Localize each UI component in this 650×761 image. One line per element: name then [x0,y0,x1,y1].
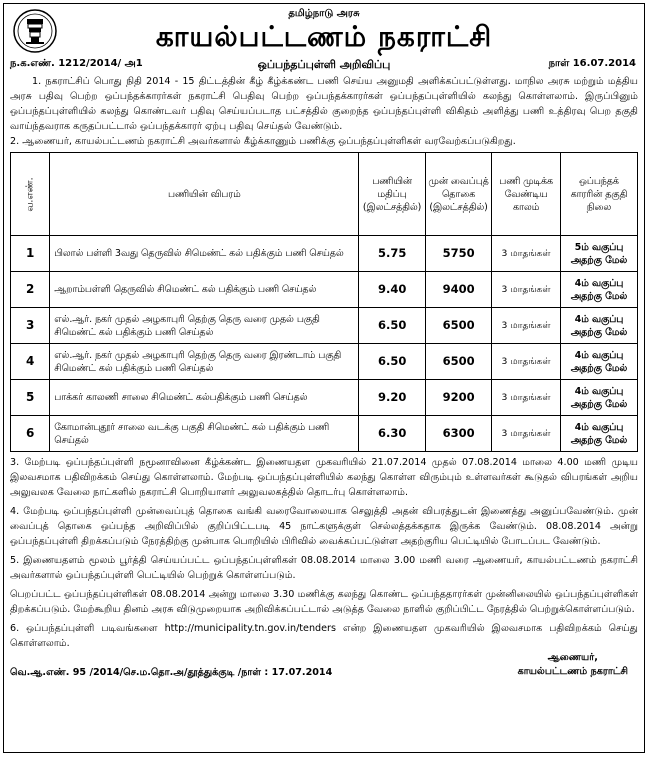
government-name: தமிழ்நாடு அரசு [288,8,360,19]
reference-number: ந.க.எண். 1212/2014/ அ1 [10,58,143,69]
row-qualification: 4ம் வகுப்பு அதற்கு மேல் [560,308,637,344]
notice-title: ஒப்பந்தப்புள்ளி அறிவிப்பு [257,58,391,71]
tender-notice [3,3,645,753]
row-sno: 2 [11,272,50,308]
signatory-title: ஆணையர், [547,652,598,663]
row-sno: 1 [11,236,50,272]
clause-6: 6. ஒப்பந்தப்புள்ளி படிவங்களை http://municipality.tn.gov.in/tenders என்ற இணையதள முகவரியில் இலவசமாக பதிவிறக்கம் செய்து கொள்ளலாம். [10,623,638,649]
table-row [11,380,638,416]
row-deposit: 6300 [425,416,491,452]
table-row [11,308,638,344]
clause-3: 3. மேற்படி ஒப்பந்தப்புள்ளி நமூனாவினை கீழ்க்கண்ட இணையதள முகவரியில் 21.07.2014 முதல் 07.08.2014 மாலை 4.00 மணி முடிய இலவசமாக பதிவிறக்கம் செய்து கொள்ளலாம். மேற்படி ஒப்பந்தப்புள்ளியில் கலந்து கொள்ள விரும்பும் உள்ளவர்கள் கூடுதல் விபரங்கள் அறிய அலுவலக வேலை நாட்களில் நகராட்சி பொறியாளர் அலுவலகத்தில் தொடர்பு கொள்ளலாம். [10,457,638,498]
row-period: 3 மாதங்கள் [492,236,561,272]
notice-header [10,8,638,58]
row-value: 6.30 [359,416,425,452]
table-row [11,344,638,380]
intro-paragraph-1: 1. நகராட்சிப் பொது நிதி 2014 - 15 திட்டத்தின் கீழ் கீழ்க்கண்ட பணி செய்ய அனுமதி அளிக்கப்பட்டுள்ளது. மாநில அரசு மற்றும் மத்திய அரசு பதிவு பெற்ற ஒப்பந்தக்காரர்கள் நகராட்சி பெதிவு பெற்ற ஒப்பந்தக்காரர்கள் ஒப்பந்தப்புள்ளியில் கலந்து கொள்ளலாம். இருப்பினும் ஒப்பந்தப்புள்ளியில் கலந்து கொண்டவர் பதிவு செய்யப்படாத பட்சத்தில் குறைந்த ஒப்பந்தப்புள்ளி விகிதம் அளித்து பணி உத்திரவு பெற தகுதி வாய்ந்தவராக கருதப்பட்டால் ஒப்பந்தக்காரர் ஏற்பு பதிவு செய்தல் வேண்டும். [10,76,638,132]
row-deposit: 9200 [425,380,491,416]
clause-4: 4. மேற்படி ஒப்பந்தப்புள்ளி முன்வைப்புத் தொகை வங்கி வரைவோலையாக செலுத்தி அதன் விபரத்துடன் இணைத்து அனுப்பவேண்டும். முன் வைப்புத் தொகை ஒப்பந்த அறிவிப்பில் குறிப்பிட்டபடி 45 நாட்களுக்குள் செல்லத்தக்கதாக இருக்க வேண்டும். 08.08.2014 அன்று ஒப்பந்தப்புள்ளி திறக்கப்படும் நேரத்திற்கு முன்பாக பொறியில் பிரிவில் வைக்கப்பட்டுள்ள அதற்குரிய பெட்டியில் போடப்பட வேண்டும். [10,506,638,547]
signatory [518,651,628,679]
row-sno: 5 [11,380,50,416]
header-sno: வ.எண். [11,153,50,236]
table-header-row [11,153,638,236]
clause-5a: 5. இணையதளம் மூலம் பூர்த்தி செய்யப்பட்ட ஒப்பந்தப்புள்ளிகள் 08.08.2014 மாலை 3.00 மணி வரை ஆணையர், காயல்பட்டணம் நகராட்சி அவர்களால் ஒப்பந்தப்புள்ளி பெட்டியில் பெற்றுக் கொள்ளப்படும். [10,555,638,581]
row-description: எல்.ஆர். நகர் முதல் அழகாபுரி தெற்கு தெரு வரை முதல் பகுதி சிமெண்ட் கல் பதிக்கும் பணி செய்தல் [50,308,359,344]
signatory-org: காயல்பட்டணம் நகராட்சி [517,666,628,677]
row-value: 9.20 [359,380,425,416]
header-deposit: முன் வைப்புத் தொகை (இலட்சத்தில்) [425,153,491,236]
row-deposit: 6500 [425,344,491,380]
row-deposit: 9400 [425,272,491,308]
works-table [10,152,638,452]
header-value: பணியின் மதிப்பு (இலட்சத்தில்) [359,153,425,236]
row-description: பாக்கர் காலணி சாலை சிமெண்ட் கல்பதிக்கும் பணி செய்தல் [50,380,359,416]
clause-5b: பெறப்பட்ட ஒப்பந்தப்புள்ளிகள் 08.08.2014 அன்று மாலை 3.30 மணிக்கு கலந்து கொண்ட ஒப்பந்ததாரர்கள் முன்னிலையில் ஒப்பந்தப்புள்ளிகள் திறக்கப்படும். மேற்கூறிய தினம் அரசு விடுமுறையாக அறிவிக்கப்பட்டால் அடுத்த வேலை நாளில் குறிப்பிட்ட நேரத்தில் பெற்றுக்கொள்ளப்படும். [10,589,638,615]
row-sno: 4 [11,344,50,380]
row-description: பிலால் பள்ளி 3வது தெருவில் சிமெண்ட் கல் பதிக்கும் பணி செய்தல் [50,236,359,272]
row-sno: 3 [11,308,50,344]
row-value: 5.75 [359,236,425,272]
row-qualification: 4ம் வகுப்பு அதற்கு மேல் [560,344,637,380]
notice-subheader [10,58,638,74]
row-sno: 6 [11,416,50,452]
row-period: 3 மாதங்கள் [492,416,561,452]
row-value: 9.40 [359,272,425,308]
publication-ref: வெ.ஆ.எண். 95 /2014/செ.ம.தொ.அ/தூத்துக்குடி /நாள் : 17.07.2014 [10,667,333,678]
table-row [11,416,638,452]
row-qualification: 4ம் வகுப்பு அதற்கு மேல் [560,416,637,452]
header-qualification: ஒப்பந்தக் காரரின் தகுதி நிலை [560,153,637,236]
row-description: ஆறாம்பள்ளி தெருவில் சிமெண்ட் கல் பதிக்கும் பணி செய்தல் [50,272,359,308]
row-period: 3 மாதங்கள் [492,308,561,344]
row-description: கோமான்புதூர் சாலை வடக்கு பகுதி சிமெண்ட் கல் பதிக்கும் பணி செய்தல் [50,416,359,452]
row-period: 3 மாதங்கள் [492,344,561,380]
row-qualification: 4ம் வகுப்பு அதற்கு மேல் [560,380,637,416]
header-period: பணி முடிக்க வேண்டிய காலம் [492,153,561,236]
row-value: 6.50 [359,344,425,380]
page-title: காயல்பட்டணம் நகராட்சி [155,20,493,53]
row-value: 6.50 [359,308,425,344]
table-row [11,236,638,272]
notice-date: நாள் 16.07.2014 [548,58,636,69]
row-description: எல்.ஆர். நகர் முதல் அழகாபுரி தெற்கு தெரு வரை இரண்டாம் பகுதி சிமெண்ட் கல் பதிக்கும் பணி செய்தல் [50,344,359,380]
row-qualification: 5ம் வகுப்பு அதற்கு மேல் [560,236,637,272]
row-qualification: 4ம் வகுப்பு அதற்கு மேல் [560,272,637,308]
table-row [11,272,638,308]
row-deposit: 5750 [425,236,491,272]
row-deposit: 6500 [425,308,491,344]
header-description: பணியின் விபரம் [50,153,359,236]
intro-paragraph-2: 2. ஆணையர், காயல்பட்டணம் நகராட்சி அவர்களால் கீழ்க்காணும் பணிக்கு ஒப்பந்தப்புள்ளிகள் வரவேற்கப்படுகிறது. [10,136,516,147]
row-period: 3 மாதங்கள் [492,272,561,308]
notice-footer [10,651,638,681]
row-period: 3 மாதங்கள் [492,380,561,416]
